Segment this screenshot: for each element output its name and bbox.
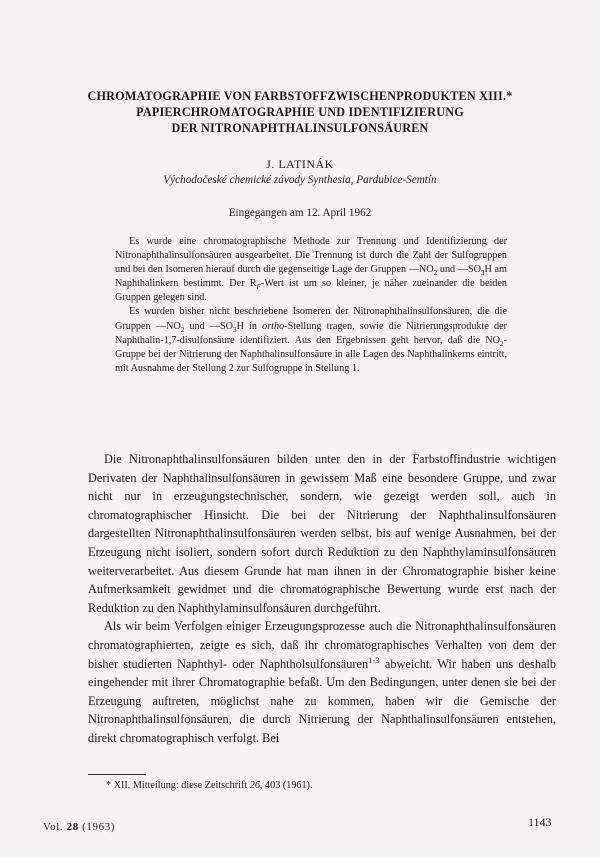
volume-label: Vol. <box>43 821 64 833</box>
footnote-text: , 403 (1961). <box>259 780 313 791</box>
footnote <box>106 780 313 791</box>
volume-year: (1963) <box>82 821 116 833</box>
abstract-text: H am Naphthalinkern bestimmt. Der R <box>115 264 507 290</box>
subscript: F <box>256 283 261 292</box>
abstract-text: H in <box>236 320 263 332</box>
abstract-paragraph-2 <box>115 305 507 375</box>
author-initial: J. L <box>266 157 287 171</box>
reference-superscript: 1-3 <box>368 654 380 665</box>
italic-term: ortho <box>262 320 285 332</box>
title-line-1: CHROMATOGRAPHIE VON FARBSTOFFZWISCHENPRODUKTEN XIII.* <box>87 89 513 103</box>
title-line-2: PAPIERCHROMATOGRAPHIE UND IDENTIFIZIERUNG <box>136 105 464 119</box>
subscript: 3 <box>233 325 237 334</box>
subscript: 3 <box>480 269 485 278</box>
footnote-rule <box>88 774 146 775</box>
abstract-text: Es wurden bisher nicht beschriebene Isomeren der Nitronaphthalinsulfonsäuren, die die Gruppen —NO <box>115 306 507 332</box>
main-text <box>88 450 556 748</box>
author-affiliation: Východočeské chemické závody Synthesia, Pardubice-Semtín <box>163 174 437 186</box>
abstract-text: -Gruppe bei der Nitrierung der Naphthalinsulfonsäure in alle Lagen des Naphthalinkerns eintritt, mit Ausnahme der Stellung 2 zur Sulfogruppe in Stellung 1. <box>115 334 507 374</box>
author-surname: ATINÁK <box>286 157 334 171</box>
body-paragraph-1: Die Nitronaphthalinsulfonsäuren bilden unter den in der Farbstoffindustrie wichtigen Derivaten der Naphthalinsulfonsäuren in gewissem Maß eine besondere Gruppe, und zwar nicht nur in erzeugungstechnischer, sondern, wie gezeigt werden soll, auch in chromatographischer Hinsicht. Die bei der Nitrierung der Naphthalinsulfonsäuren dargestellten Nitronaphthalinsulfonsäuren werden selbst, bis auf wenige Ausnahmen, bei der Erzeugung nicht isoliert, sondern sofort durch Reduktion zu den Naphthylaminsulfonsäuren weiterverarbeitet. Aus diesem Grunde hat man ihnen in der Chromatographie bisher keine Aufmerksamkeit gewidmet und die chromatographische Bewertung wurde erst nach der Reduktion zu den Naphthylaminsulfonsäuren durchgeführt. <box>88 452 556 615</box>
title-line-3: DER NITRONAPHTHALINSULFONSÄUREN <box>171 121 429 135</box>
abstract <box>115 235 507 376</box>
body-text: Als wir beim Verfolgen einiger Erzeugungsprozesse auch die Nitronaphthalinsulfonsäuren chromatographierten, zeigte es sich, daß ihr chromatographisches Verhalten von dem der bisher studierten Naphthyl- oder Naphtholsulfonsäuren <box>88 619 556 671</box>
subscript: 2 <box>180 325 185 334</box>
abstract-text: und —SO <box>184 320 233 332</box>
abstract-paragraph-1 <box>115 235 507 305</box>
journal-volume <box>43 821 115 833</box>
abstract-text: -Stellung tragen, sowie die Nitrierungsprodukte der Naphthalin-1,7-disulfonsäure identifiziert. Aus den Ergebnissen geht hervor, daß die NO <box>115 320 507 346</box>
body-paragraph-2 <box>88 617 556 747</box>
footnote-volume: 26 <box>249 780 260 791</box>
volume-number: 28 <box>66 821 79 833</box>
footnote-text: * XII. Mitteilung: diese Zeitschrift <box>106 780 250 791</box>
abstract-text: -Wert ist um so kleiner, je näher zueinander die beiden Gruppen gelegen sind. <box>115 278 508 304</box>
subscript: 2 <box>500 339 504 348</box>
abstract-text: Es wurde eine chromatographische Methode zur Trennung und Identifizierung der Nitronaphthalinsulfonsäuren ausgearbeitet. Die Trennung ist durch die Zahl der Sulfogruppen und bei den Isomeren hierauf durch die gegenseitige Lage der Gruppen —NO <box>115 236 507 276</box>
page-number: 1143 <box>528 815 552 829</box>
body-text: abweicht. Wir haben uns deshalb eingehender mit ihrer Chromatographie befaßt. Um den Bedingungen, unter denen sie bei der Erzeugung auftreten, möglichst nahe zu kommen, haben wir die Gemische der Nitronaphthalinsulfonsäuren, die durch Nitrierung der Naphthalinsulfonsäuren entstehen, direkt chromatographisch verfolgt. Bei <box>88 656 556 745</box>
author-name <box>0 157 600 172</box>
received-date: Eingegangen am 12. April 1962 <box>228 207 372 219</box>
abstract-text: und —SO <box>437 264 481 276</box>
subscript: 2 <box>433 269 438 278</box>
article-title <box>40 88 560 136</box>
